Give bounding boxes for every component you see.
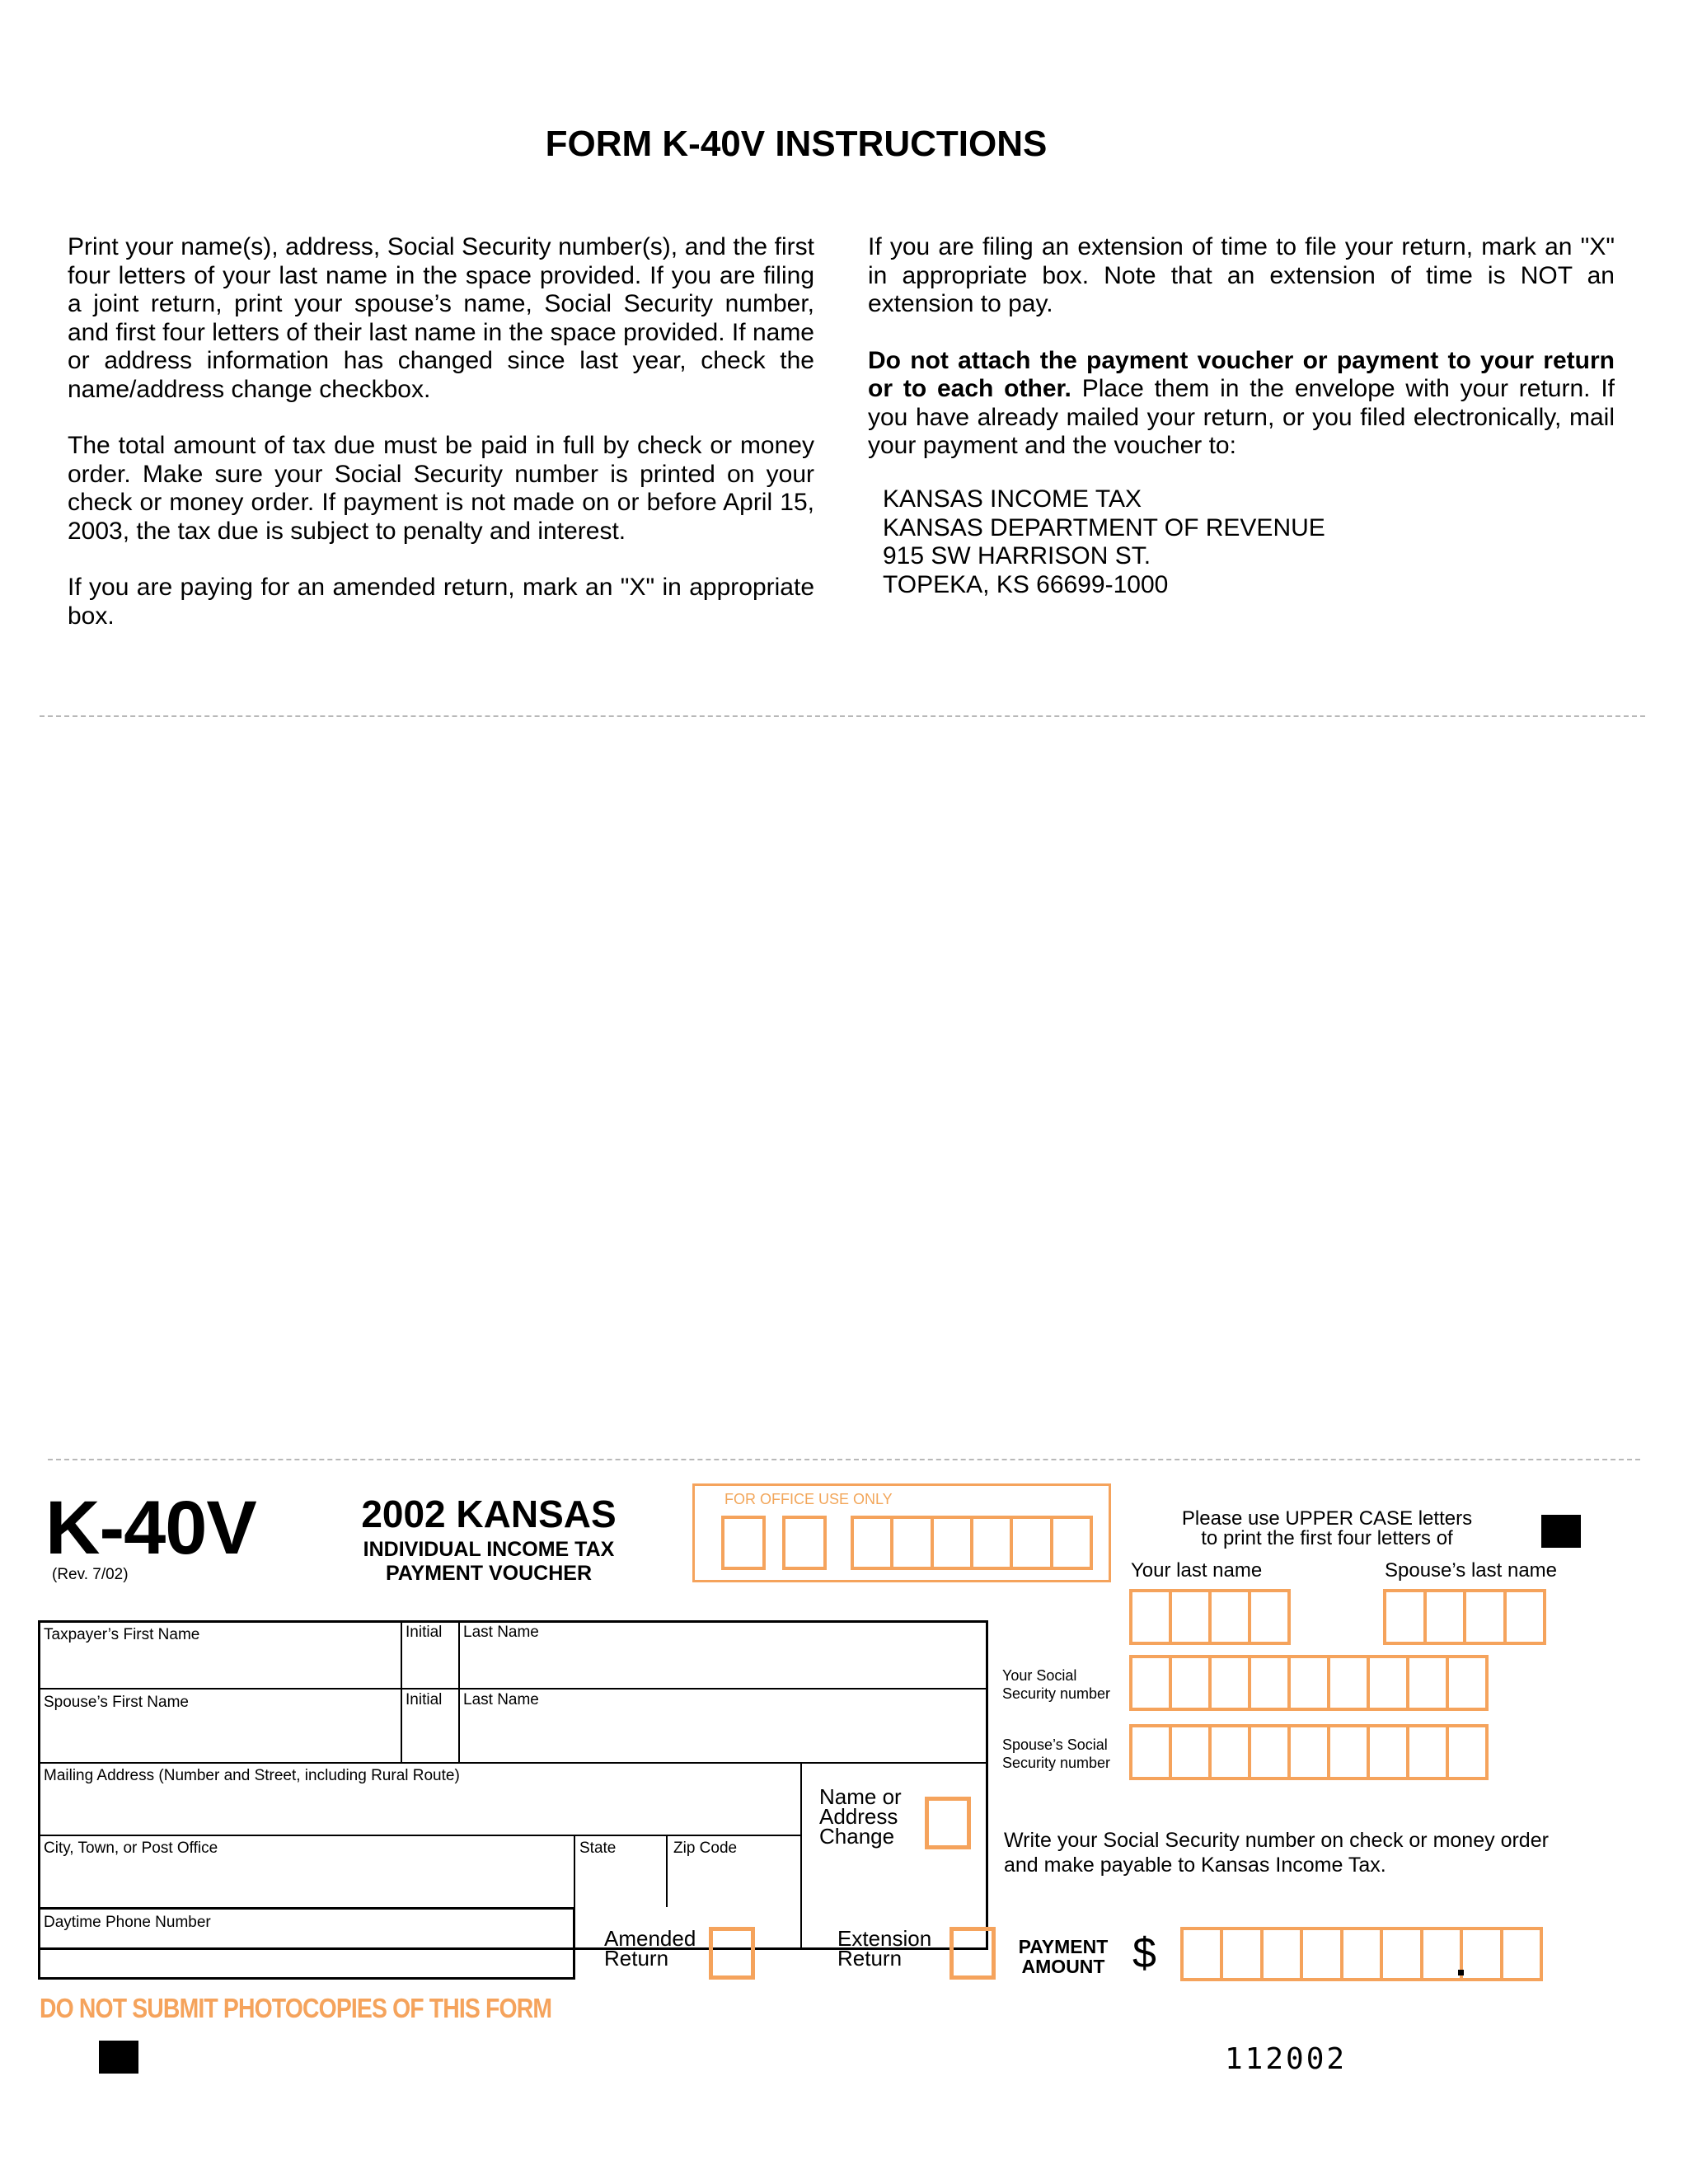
registration-mark <box>1541 1515 1581 1548</box>
your-last-name-label: Your last name <box>1131 1559 1263 1582</box>
address-line: TOPEKA, KS 66699-1000 <box>883 570 1169 598</box>
instructions-mail-text: Place them in the envelope with your return. If you have already mailed your return, or you filed electronically, mail your payment and the voucher to: <box>868 375 1615 459</box>
photocopy-warning: DO NOT SUBMIT PHOTOCOPIES OF THIS FORM <box>40 1993 552 2023</box>
amended-label-line: Return <box>604 1946 669 1971</box>
cut-line-top <box>40 715 1645 717</box>
spouse-ssn-label <box>1002 1736 1110 1772</box>
zip-field[interactable] <box>669 1861 796 1904</box>
taxpayer-first-name-field[interactable] <box>41 1645 397 1685</box>
form-code: 112002 <box>1225 2042 1348 2076</box>
name-change-label-line: Address <box>819 1804 898 1829</box>
col-divider <box>800 1762 802 1950</box>
address-line: KANSAS DEPARTMENT OF REVENUE <box>883 513 1325 541</box>
dollar-sign: $ <box>1132 1929 1156 1977</box>
instructions-title: FORM K-40V INSTRUCTIONS <box>545 124 1048 164</box>
ssn-check-note-line: and make payable to Kansas Income Tax. <box>1004 1854 1386 1877</box>
daytime-phone-field[interactable] <box>41 1935 572 1976</box>
spouse-last-name-label: Spouse’s last name <box>1385 1559 1558 1582</box>
mailing-address-label: Mailing Address (Number and Street, including Rural Route) <box>44 1767 460 1784</box>
registration-mark <box>99 2041 138 2074</box>
col-divider <box>401 1620 402 1762</box>
ssn-check-note-line: Write your Social Security number on check or money order <box>1004 1829 1549 1852</box>
amended-return-checkbox[interactable] <box>709 1927 755 1980</box>
spouse-first-name-field[interactable] <box>41 1714 397 1759</box>
your-ssn-label <box>1002 1666 1110 1703</box>
spouse-ssn-label-line: Security number <box>1002 1755 1111 1771</box>
instructions-bold-warning: Do not attach the payment voucher or payment to your return or to each other. <box>868 346 1615 402</box>
taxpayer-last-name-label: Last Name <box>463 1624 539 1641</box>
spouse-ssn-label-line: Spouse’s Social <box>1002 1736 1108 1753</box>
office-use-label: FOR OFFICE USE ONLY <box>724 1491 893 1507</box>
city-label: City, Town, or Post Office <box>44 1840 218 1857</box>
instructions-right-column <box>868 233 1615 489</box>
form-id: K-40V <box>45 1486 256 1570</box>
form-revision: (Rev. 7/02) <box>52 1566 129 1583</box>
name-change-label-line: Name or <box>819 1784 902 1809</box>
voucher-year-state: 2002 KANSAS <box>361 1493 617 1535</box>
mailing-address-block <box>883 485 1325 599</box>
col-divider <box>666 1835 668 1907</box>
instructions-paragraph: Print your name(s), address, Social Security number(s), and the first four letters of your last name in the space provided. If you are filing a joint return, print your spouse’s name, Social Security number, and first four letters of their last name in the space provided. If name or address information has changed since last year, check the name/address change checkbox. <box>68 233 814 403</box>
payment-label-line: AMOUNT <box>1021 1956 1105 1977</box>
taxpayer-last-name-field[interactable] <box>463 1645 982 1685</box>
instructions-paragraph: If you are paying for an amended return, mark an "X" in appropriate box. <box>68 574 814 630</box>
taxpayer-initial-field[interactable] <box>404 1645 455 1685</box>
payment-label-line: PAYMENT <box>1018 1936 1109 1957</box>
amended-return-label <box>604 1926 696 1971</box>
instructions-paragraph: If you are filing an extension of time to file your return, mark an "X" in appropriate box. Note that an extension of time is NOT an extension to pay. <box>868 233 1615 317</box>
upper-case-note: to print the first four letters of <box>1201 1527 1453 1549</box>
office-use-box <box>692 1483 1111 1582</box>
spouse-last-name-field[interactable] <box>463 1714 982 1759</box>
voucher-subtitle: INDIVIDUAL INCOME TAX <box>363 1538 615 1561</box>
voucher-subtitle: PAYMENT VOUCHER <box>385 1562 593 1585</box>
name-address-change-label <box>819 1784 902 1849</box>
your-ssn-label-line: Your Social <box>1002 1667 1077 1684</box>
ssn-check-note <box>1004 1828 1549 1877</box>
instructions-left-column <box>68 233 814 658</box>
state-field[interactable] <box>577 1861 663 1904</box>
instructions-paragraph: The total amount of tax due must be paid in full by check or money order. Make sure your Social Security number is printed on your check or money order. If payment is not made on or before April 15, 2003, the tax due is subject to penalty and interest. <box>68 432 814 545</box>
row-divider <box>38 1835 800 1836</box>
office-use-cells <box>721 1516 766 1570</box>
spouse-initial-label: Initial <box>406 1691 443 1708</box>
zip-label: Zip Code <box>673 1840 738 1857</box>
city-field[interactable] <box>41 1861 569 1904</box>
name-address-change-checkbox[interactable] <box>925 1797 971 1849</box>
office-use-cells <box>851 1516 1093 1570</box>
address-line: KANSAS INCOME TAX <box>883 485 1142 513</box>
spouse-last-name-letters[interactable] <box>1383 1589 1546 1645</box>
extension-return-checkbox[interactable] <box>950 1927 996 1980</box>
row-divider <box>38 1762 988 1764</box>
taxpayer-first-name-label: Taxpayer’s First Name <box>44 1626 200 1643</box>
payment-amount-label <box>1014 1937 1113 1976</box>
name-change-label-line: Change <box>819 1824 895 1849</box>
office-use-cells <box>782 1516 827 1570</box>
taxpayer-initial-label: Initial <box>406 1624 443 1641</box>
row-divider <box>38 1688 988 1690</box>
daytime-phone-label: Daytime Phone Number <box>44 1914 211 1931</box>
instructions-paragraph <box>868 347 1615 461</box>
amended-label-line: Amended <box>604 1926 696 1951</box>
state-label: State <box>579 1840 617 1857</box>
spouse-ssn-input[interactable] <box>1129 1724 1489 1780</box>
extension-label-line: Extension <box>837 1926 932 1951</box>
payment-amount-input[interactable] <box>1180 1927 1543 1981</box>
decimal-point <box>1458 1970 1464 1975</box>
col-divider <box>458 1620 460 1762</box>
your-ssn-input[interactable] <box>1129 1655 1489 1711</box>
spouse-first-name-label: Spouse’s First Name <box>44 1694 189 1711</box>
upper-case-note: Please use UPPER CASE letters <box>1181 1507 1473 1530</box>
spouse-initial-field[interactable] <box>404 1714 455 1759</box>
cut-line-bottom <box>48 1459 1640 1460</box>
address-line: 915 SW HARRISON ST. <box>883 542 1151 569</box>
extension-label-line: Return <box>837 1946 903 1971</box>
your-last-name-letters[interactable] <box>1129 1589 1291 1645</box>
mailing-address-field[interactable] <box>41 1788 796 1831</box>
extension-return-label <box>837 1926 932 1971</box>
spouse-last-name-label: Last Name <box>463 1691 539 1708</box>
your-ssn-label-line: Security number <box>1002 1685 1111 1702</box>
